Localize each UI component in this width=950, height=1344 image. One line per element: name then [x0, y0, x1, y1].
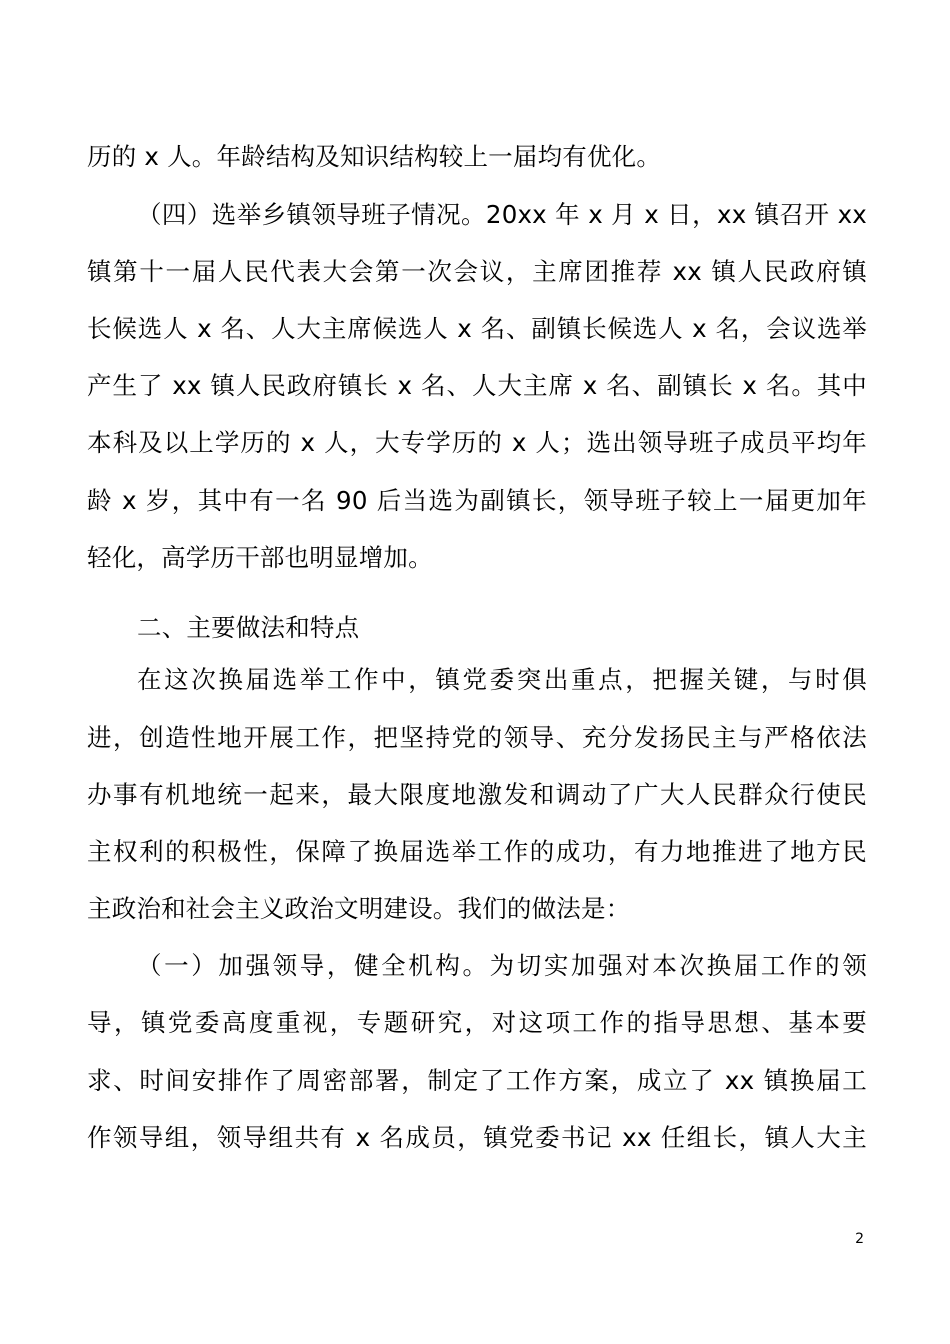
text-line: 求、时间安排作了周密部署，制定了工作方案，成立了 xx 镇换届工: [87, 1066, 867, 1095]
text-line: 办事有机地统一起来，最大限度地激发和调动了广大人民群众行使民: [87, 780, 867, 809]
text-line: 进，创造性地开展工作，把坚持党的领导、充分发扬民主与严格依法: [87, 723, 867, 752]
text-line: 产生了 xx 镇人民政府镇长 x 名、人大主席 x 名、副镇长 x 名。其中: [87, 371, 867, 400]
section-heading: 二、主要做法和特点: [137, 613, 360, 642]
text-line: 轻化，高学历干部也明显增加。: [87, 543, 433, 572]
text-line: 作领导组，领导组共有 x 名成员，镇党委书记 xx 任组长，镇人大主: [87, 1123, 867, 1152]
text-line: 主权利的积极性，保障了换届选举工作的成功，有力地推进了地方民: [87, 837, 867, 866]
paragraph-heading-line: （四）选举乡镇领导班子情况。20xx 年 x 月 x 日，xx 镇召开 xx: [137, 200, 867, 229]
text-line: 历的 x 人。年龄结构及知识结构较上一届均有优化。: [87, 142, 662, 171]
paragraph-heading-line: （一）加强领导，健全机构。为切实加强对本次换届工作的领: [137, 951, 867, 980]
paragraph-first-line: 在这次换届选举工作中，镇党委突出重点，把握关键，与时俱: [137, 665, 867, 694]
text-line: 长候选人 x 名、人大主席候选人 x 名、副镇长候选人 x 名，会议选举: [87, 314, 867, 343]
text-line: 龄 x 岁，其中有一名 90 后当选为副镇长，领导班子较上一届更加年: [87, 486, 867, 515]
text-line: 主政治和社会主义政治文明建设。我们的做法是：: [87, 894, 631, 923]
page-number: 2: [855, 1231, 864, 1247]
text-line: 本科及以上学历的 x 人，大专学历的 x 人；选出领导班子成员平均年: [87, 428, 867, 457]
text-line: 导，镇党委高度重视，专题研究，对这项工作的指导思想、基本要: [87, 1008, 867, 1037]
text-line: 镇第十一届人民代表大会第一次会议，主席团推荐 xx 镇人民政府镇: [87, 257, 867, 286]
